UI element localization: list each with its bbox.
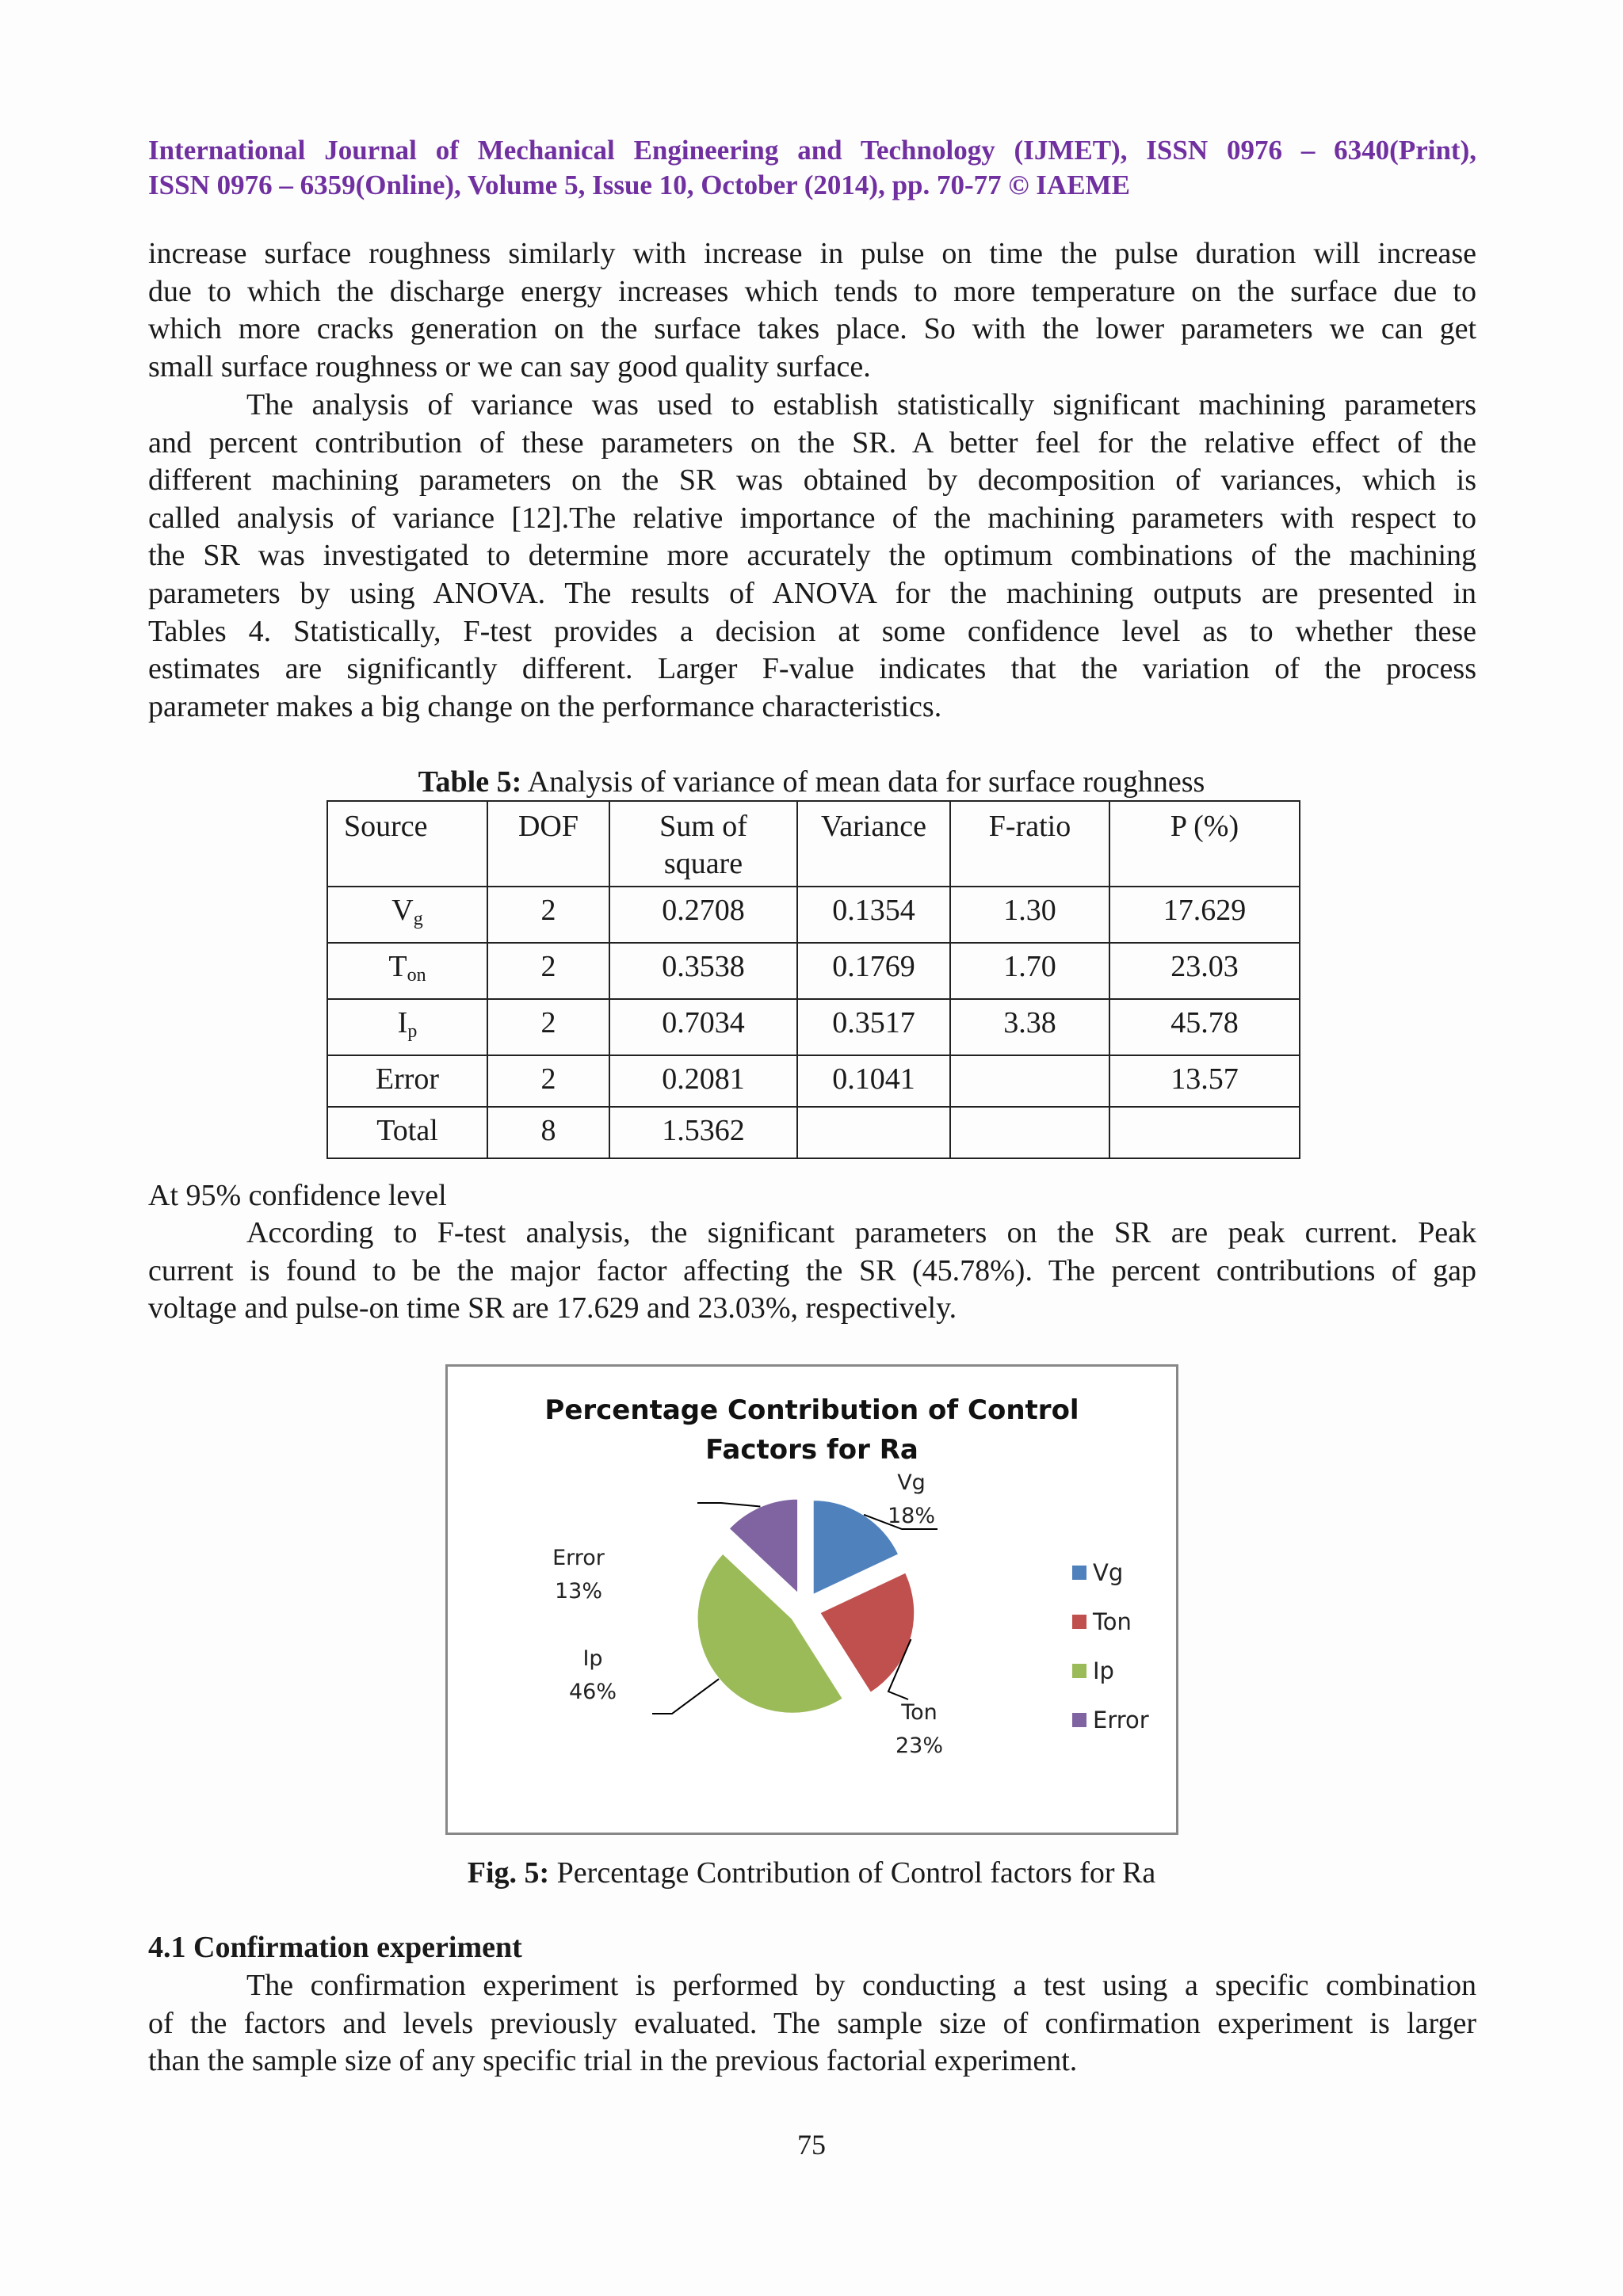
paragraph-anova-intro xyxy=(148,387,1476,726)
table-caption-text: Analysis of variance of mean data for surface roughness xyxy=(521,765,1205,799)
text-line: parameters by using ANOVA. The results of ANOVA for the machining outputs are presented in xyxy=(148,576,1476,610)
cell-dof: 2 xyxy=(487,943,609,999)
legend-swatch xyxy=(1072,1615,1086,1629)
text-line: parameter makes a big change on the performance characteristics. xyxy=(148,689,942,723)
legend-label: Ip xyxy=(1093,1657,1114,1684)
journal-header xyxy=(148,133,1476,203)
header-variance: Variance xyxy=(797,801,950,887)
text-line: and percent contribution of these parameters on the SR. A better feel for the relative effect of the xyxy=(148,425,1476,460)
leader-line xyxy=(652,1679,719,1714)
cell-dof: 2 xyxy=(487,1055,609,1107)
cell-dof: 2 xyxy=(487,887,609,943)
header-sum-line2: square xyxy=(663,847,743,880)
figure-caption-label: Fig. 5: xyxy=(467,1856,550,1890)
text-line: The confirmation experiment is performed by conducting a test using a specific combination xyxy=(246,1969,1476,2002)
header-f-ratio: F-ratio xyxy=(950,801,1109,887)
section-title: 4.1 Confirmation experiment xyxy=(148,1931,522,1964)
legend-swatch xyxy=(1072,1566,1086,1580)
header-dof: DOF xyxy=(487,801,609,887)
chart-title-line-1: Percentage Contribution of Control xyxy=(544,1394,1079,1426)
pie-chart xyxy=(445,1364,1178,1835)
header-line-2: ISSN 0976 – 6359(Online), Volume 5, Issue 10, October (2014), pp. 70-77 © IAEME xyxy=(148,170,1130,200)
source-subscript: g xyxy=(413,909,423,929)
cell-variance: 0.1769 xyxy=(797,943,950,999)
anova-table xyxy=(327,800,1300,1159)
cell-variance: 0.3517 xyxy=(797,999,950,1055)
cell-source xyxy=(327,943,487,999)
text-line: of the factors and levels previously evaluated. The sample size of confirmation experiment is larger xyxy=(148,2006,1476,2040)
cell-f-ratio: 1.30 xyxy=(950,887,1109,943)
text-line: small surface roughness or we can say good quality surface. xyxy=(148,349,871,383)
table-caption-label: Table 5: xyxy=(418,765,522,799)
cell-p: 17.629 xyxy=(1109,887,1300,943)
legend-item xyxy=(1072,1557,1167,1589)
cell-source: Error xyxy=(327,1055,487,1107)
cell-p xyxy=(1109,1107,1300,1158)
leader-line xyxy=(697,1503,760,1507)
header-sum-line1: Sum of xyxy=(659,810,747,843)
text-line: The analysis of variance was used to establish statistically significant machining parameters xyxy=(246,388,1476,421)
source-symbol: T xyxy=(388,950,407,983)
confidence-note xyxy=(148,1177,1476,1215)
legend-label: Error xyxy=(1093,1707,1149,1733)
cell-p: 45.78 xyxy=(1109,999,1300,1055)
text-line: called analysis of variance [12].The relative importance of the machining parameters with respect to xyxy=(148,501,1476,535)
data-label: Error 13% xyxy=(552,1546,605,1604)
cell-sum: 0.2708 xyxy=(609,887,797,943)
table-header-row xyxy=(327,801,1300,887)
text-line: increase surface roughness similarly with increase in pulse on time the pulse duration will increase xyxy=(148,237,1476,270)
header-p-percent: P (%) xyxy=(1109,801,1300,887)
text-line: the SR was investigated to determine more accurately the optimum combinations of the machining xyxy=(148,539,1476,573)
header-line-1: International Journal of Mechanical Engineering and Technology (IJMET), ISSN 0976 – 6340(Print), xyxy=(148,135,1476,166)
pie-slice-ton xyxy=(819,1572,915,1692)
cell-source: Total xyxy=(327,1107,487,1158)
legend-swatch xyxy=(1072,1713,1086,1727)
data-label: Ip 46% xyxy=(568,1646,617,1704)
text-line: estimates are significantly different. Larger F-value indicates that the variation of the process xyxy=(148,652,1476,686)
cell-source xyxy=(327,999,487,1055)
cell-p: 23.03 xyxy=(1109,943,1300,999)
cell-f-ratio: 1.70 xyxy=(950,943,1109,999)
text-line: different machining parameters on the SR was obtained by decomposition of variances, which is xyxy=(148,463,1476,498)
legend-label: Vg xyxy=(1093,1559,1124,1586)
legend-swatch xyxy=(1072,1664,1086,1678)
cell-sum: 0.2081 xyxy=(609,1055,797,1107)
pie-plot-area xyxy=(448,1367,1176,1833)
cell-f-ratio xyxy=(950,1107,1109,1158)
cell-sum: 1.5362 xyxy=(609,1107,797,1158)
paragraph-surface-roughness xyxy=(148,235,1476,386)
cell-variance: 0.1041 xyxy=(797,1055,950,1107)
cell-f-ratio xyxy=(950,1055,1109,1107)
text-line: than the sample size of any specific trial in the previous factorial experiment. xyxy=(148,2044,1078,2078)
source-symbol: V xyxy=(391,894,414,927)
text-line: voltage and pulse-on time SR are 17.629 and 23.03%, respectively. xyxy=(148,1291,957,1325)
table-row xyxy=(327,999,1300,1055)
text-line: According to F-test analysis, the significant parameters on the SR are peak current. Peak xyxy=(246,1216,1476,1249)
header-sum-of-square xyxy=(609,801,797,887)
text-line: At 95% confidence level xyxy=(148,1179,447,1212)
table-row xyxy=(327,1055,1300,1107)
cell-variance xyxy=(797,1107,950,1158)
header-source: Source xyxy=(327,801,487,887)
legend-item xyxy=(1072,1704,1167,1736)
legend-item xyxy=(1072,1655,1167,1687)
text-line: which more cracks generation on the surface takes place. So with the lower parameters we can get xyxy=(148,312,1476,346)
cell-variance: 0.1354 xyxy=(797,887,950,943)
text-line: Tables 4. Statistically, F-test provides a decision at some confidence level as to whether these xyxy=(148,614,1476,648)
legend-label: Ton xyxy=(1093,1608,1132,1635)
source-symbol: I xyxy=(397,1006,408,1039)
figure-caption xyxy=(0,1855,1623,1890)
figure-caption-text: Percentage Contribution of Control factors for Ra xyxy=(549,1856,1156,1890)
chart-title-line-2: Factors for Ra xyxy=(705,1434,918,1466)
table-caption xyxy=(0,765,1623,799)
cell-sum: 0.7034 xyxy=(609,999,797,1055)
data-label: Vg 18% xyxy=(887,1470,936,1528)
cell-dof: 2 xyxy=(487,999,609,1055)
cell-dof: 8 xyxy=(487,1107,609,1158)
cell-source xyxy=(327,887,487,943)
paragraph-confirmation xyxy=(148,1967,1476,2081)
legend-item xyxy=(1072,1606,1167,1638)
table-row xyxy=(327,887,1300,943)
page-number: 75 xyxy=(797,2129,826,2161)
data-label: Ton 23% xyxy=(895,1700,944,1758)
text-line: due to which the discharge energy increases which tends to more temperature on the surface due to xyxy=(148,274,1476,308)
cell-sum: 0.3538 xyxy=(609,943,797,999)
table-row xyxy=(327,1107,1300,1158)
paragraph-f-test xyxy=(148,1215,1476,1328)
cell-f-ratio: 3.38 xyxy=(950,999,1109,1055)
text-line: current is found to be the major factor affecting the SR (45.78%). The percent contributions of gap xyxy=(148,1253,1476,1287)
table-row xyxy=(327,943,1300,999)
source-subscript: on xyxy=(407,965,426,986)
cell-p: 13.57 xyxy=(1109,1055,1300,1107)
source-subscript: p xyxy=(407,1021,418,1042)
